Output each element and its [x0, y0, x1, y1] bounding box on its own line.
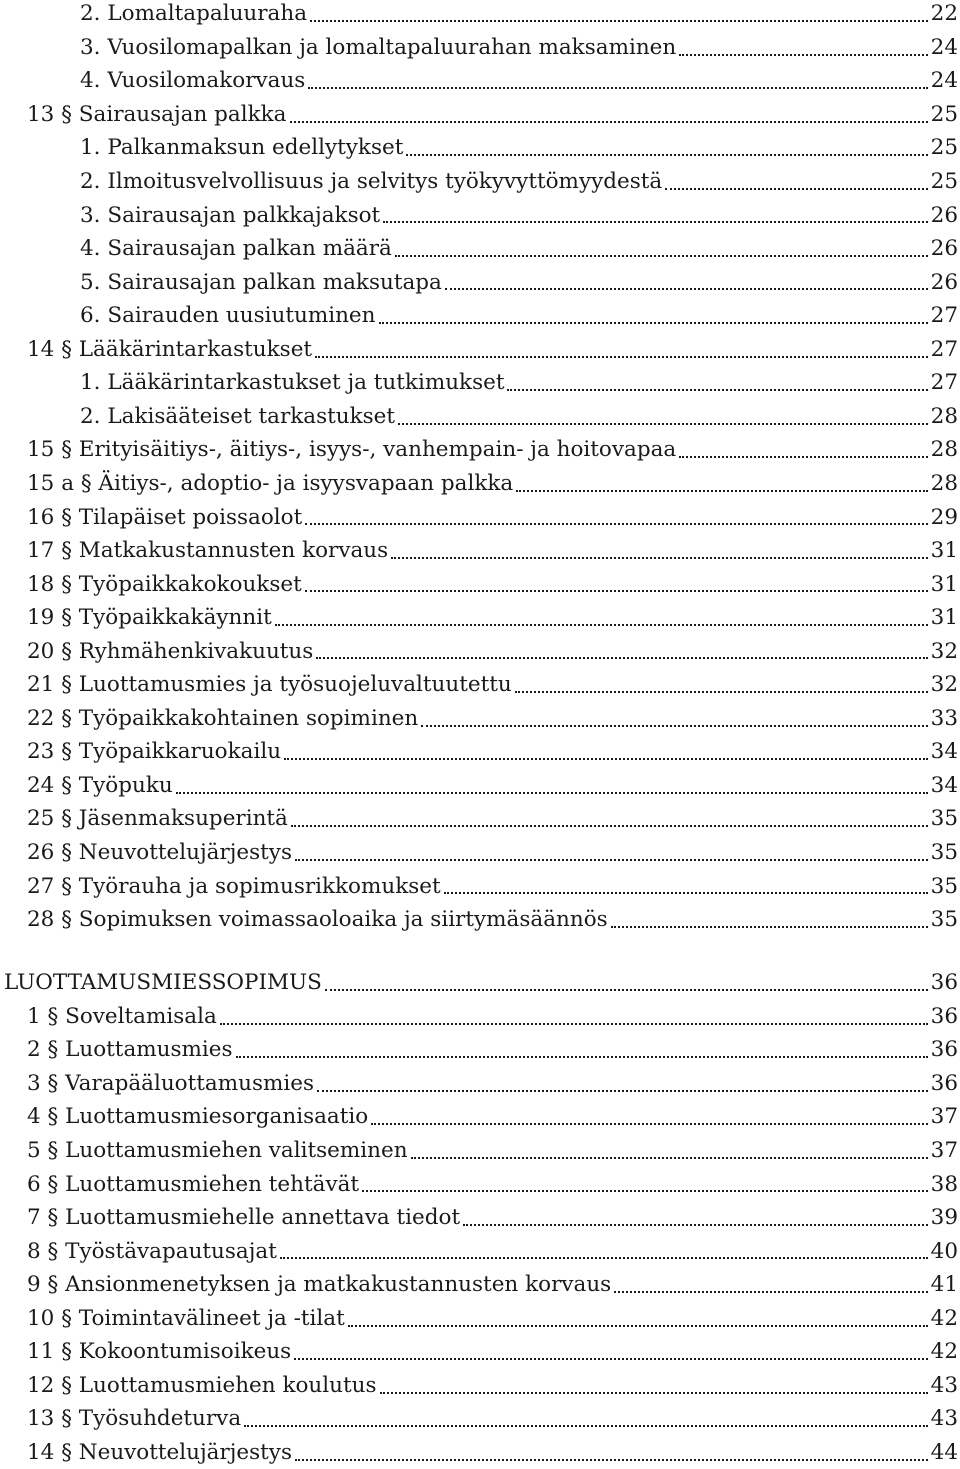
toc-entry[interactable] [27, 1202, 958, 1234]
toc-entry[interactable] [27, 501, 958, 533]
toc-entry[interactable] [27, 602, 958, 634]
toc-entry-title: 9 § Ansionmenetyksen ja matkakustannusten korvaus [27, 1272, 612, 1298]
toc-page-number: 25 [930, 169, 958, 194]
toc-page-number: 36 [930, 1037, 958, 1063]
toc-entry[interactable] [27, 770, 958, 802]
toc-entry[interactable] [80, 300, 958, 332]
toc-entry-title: 26 § Neuvottelujärjestys [27, 840, 292, 865]
toc-entry-title: 4 § Luottamusmiesorganisaatio [27, 1104, 369, 1130]
toc-page-number: 22 [930, 1, 958, 27]
toc-entry[interactable] [27, 535, 958, 567]
toc-page-number: 31 [930, 571, 958, 597]
toc-page-number: 44 [930, 1439, 958, 1465]
toc-page-number: 28 [930, 470, 958, 496]
toc-entry-title: 27 § Työrauha ja sopimusrikkomukset [27, 873, 441, 899]
toc-entry[interactable] [27, 837, 958, 869]
toc-page-number: 34 [930, 772, 958, 798]
toc-entry[interactable] [27, 568, 958, 600]
toc-entry[interactable] [27, 1235, 958, 1267]
toc-entry-title: 18 § Työpaikkakokoukset [27, 571, 302, 597]
toc-page-number: 35 [930, 806, 958, 832]
dot-leader [406, 154, 927, 156]
toc-entry[interactable] [27, 736, 958, 768]
toc-page-number: 24 [930, 34, 958, 60]
toc-entry-title: 8 § Työstävapautusajat [27, 1238, 277, 1264]
toc-entry-title: 3 § Varapääluottamusmies [27, 1070, 315, 1096]
toc-entry-title: 19 § Työpaikkakäynnit [27, 605, 272, 631]
toc-entry-title: 5. Sairausajan palkan maksutapa [80, 269, 442, 295]
dot-leader [275, 624, 928, 626]
toc-entry-title: 10 § Toimintavälineet ja -tilat [27, 1305, 345, 1331]
toc-entry[interactable] [80, 132, 958, 164]
toc-entry-title: LUOTTAMUSMIESSOPIMUS [4, 970, 322, 996]
toc-entry-title: 6 § Luottamusmiehen tehtävät [27, 1171, 360, 1197]
toc-page-number: 35 [930, 873, 958, 899]
toc-page-number: 25 [930, 101, 958, 127]
dot-leader [516, 490, 927, 492]
toc-entry-title: 2. Lomaltapaluuraha [80, 1, 308, 27]
dot-leader [383, 221, 927, 223]
toc-entry-title: 1. Palkanmaksun edellytykset [80, 135, 404, 161]
toc-entry[interactable] [27, 99, 958, 131]
dot-leader [280, 1257, 928, 1259]
toc-entry[interactable] [27, 870, 958, 902]
dot-leader [614, 1291, 927, 1293]
toc-entry-title: 2. Lakisääteiset tarkastukset [80, 403, 396, 429]
toc-page-number: 43 [930, 1406, 958, 1432]
toc-entry[interactable] [27, 1068, 958, 1100]
toc-entry[interactable] [27, 1336, 958, 1368]
toc-page-number: 37 [930, 1138, 958, 1163]
dot-leader [379, 322, 928, 324]
dot-leader [291, 825, 928, 827]
toc-entry-title: 28 § Sopimuksen voimassaoloaika ja siirtymäsäännös [27, 907, 608, 933]
toc-entry-title: 11 § Kokoontumisoikeus [27, 1339, 292, 1365]
dot-leader [348, 1325, 928, 1327]
toc-page-number: 40 [930, 1238, 958, 1264]
toc-entry[interactable] [27, 1269, 958, 1301]
toc-entry[interactable] [27, 1168, 958, 1200]
toc-page-number: 28 [930, 437, 958, 463]
dot-leader [507, 389, 927, 391]
toc-entry[interactable] [27, 1001, 958, 1033]
toc-page-number: 27 [930, 336, 958, 362]
toc-entry-title: 13 § Työsuhdeturva [27, 1406, 242, 1432]
toc-page-number: 29 [930, 504, 958, 530]
toc-page-number: 36 [930, 970, 958, 996]
toc-entry[interactable] [80, 166, 958, 198]
toc-entry-title: 7 § Luottamusmiehelle annettava tiedot [27, 1205, 461, 1231]
toc-page-number: 43 [930, 1372, 958, 1398]
toc-entry[interactable] [27, 635, 958, 667]
toc-entry-title: 14 § Lääkärintarkastukset [27, 336, 313, 362]
toc-page-number: 27 [930, 370, 958, 396]
dot-leader [325, 989, 928, 991]
toc-entry[interactable] [27, 1370, 958, 1402]
toc-page-number: 33 [930, 705, 958, 731]
dot-leader [220, 1023, 928, 1025]
dot-leader [305, 523, 927, 525]
toc-entry[interactable] [80, 199, 958, 231]
toc-entry-title: 4. Vuosilomakorvaus [80, 68, 306, 94]
toc-entry-title: 15 a § Äitiys-, adoptio- ja isyysvapaan palkka [27, 470, 514, 496]
dot-leader [395, 255, 928, 257]
toc-entry[interactable] [27, 1437, 958, 1469]
dot-leader [380, 1392, 928, 1394]
toc-entry[interactable] [80, 266, 958, 298]
toc-entry[interactable] [27, 1403, 958, 1435]
toc-entry[interactable] [80, 32, 958, 64]
toc-entry-title: 20 § Ryhmähenkivakuutus [27, 638, 314, 664]
toc-entry-title: 1 § Soveltamisala [27, 1003, 217, 1029]
toc-page-number: 34 [930, 739, 958, 765]
toc-page-number: 32 [930, 672, 958, 698]
toc-page-number: 42 [930, 1305, 958, 1331]
toc-entry-title: 12 § Luottamusmiehen koulutus [27, 1372, 377, 1398]
toc-page-number: 39 [930, 1205, 958, 1231]
toc-page-number: 35 [930, 907, 958, 933]
dot-leader [315, 356, 928, 358]
toc-entry-title: 13 § Sairausajan palkka [27, 101, 287, 127]
toc-entry[interactable] [27, 669, 958, 701]
toc-entry[interactable] [80, 65, 958, 97]
toc-page-number: 41 [930, 1272, 958, 1298]
dot-leader [176, 792, 928, 794]
dot-leader [463, 1224, 928, 1226]
toc-entry-title: 4. Sairausajan palkan määrä [80, 236, 392, 262]
toc-entry[interactable] [27, 703, 958, 735]
toc-page-number: 28 [930, 403, 958, 429]
toc-entry-title: 25 § Jäsenmaksuperintä [27, 806, 288, 832]
dot-leader [444, 892, 928, 894]
toc-entry-title: 3. Vuosilomapalkan ja lomaltapaluurahan maksaminen [80, 34, 677, 60]
toc-entry[interactable] [27, 803, 958, 835]
toc-entry[interactable] [80, 401, 958, 433]
toc-entry-title: 2 § Luottamusmies [27, 1037, 233, 1063]
toc-page-number: 35 [930, 840, 958, 865]
toc-entry-title: 21 § Luottamusmies ja työsuojeluvaltuutettu [27, 672, 512, 698]
toc-entry-title: 16 § Tilapäiset poissaolot [27, 504, 303, 530]
dot-leader [244, 1425, 927, 1427]
dot-leader [284, 758, 928, 760]
toc-entry-title: 22 § Työpaikkakohtainen sopiminen [27, 705, 419, 731]
toc-page-number: 27 [930, 303, 958, 329]
dot-leader [445, 288, 928, 290]
dot-leader [611, 926, 928, 928]
toc-entry-title: 17 § Matkakustannusten korvaus [27, 538, 389, 564]
toc-entry-title: 23 § Työpaikkaruokailu [27, 739, 282, 765]
toc-entry[interactable] [80, 233, 958, 265]
toc-entry-title: 1. Lääkärintarkastukset ja tutkimukset [80, 370, 505, 396]
toc-entry[interactable] [27, 434, 958, 466]
toc-entry[interactable] [27, 904, 958, 936]
dot-leader [317, 1090, 928, 1092]
dot-leader [362, 1190, 928, 1192]
toc-page-number: 26 [930, 202, 958, 228]
dot-leader [515, 691, 928, 693]
toc-entry-title: 2. Ilmoitusvelvollisuus ja selvitys työkyvyttömyydestä [80, 169, 663, 194]
dot-leader [290, 121, 928, 123]
toc-page-number: 26 [930, 269, 958, 295]
toc-page-number: 31 [930, 538, 958, 564]
dot-leader [679, 456, 927, 458]
toc-page-number: 38 [930, 1171, 958, 1197]
toc-entry[interactable] [27, 1034, 958, 1066]
toc-entry[interactable] [27, 468, 958, 500]
toc-entry-title: 15 § Erityisäitiys-, äitiys-, isyys-, vanhempain- ja hoitovapaa [27, 437, 677, 463]
toc-page-number: 26 [930, 236, 958, 262]
toc-part-heading[interactable] [4, 967, 958, 999]
dot-leader [308, 87, 927, 89]
toc-page-number: 37 [930, 1104, 958, 1130]
toc-entry-title: 3. Sairausajan palkkajaksot [80, 202, 381, 228]
dot-leader [316, 657, 927, 659]
toc-page-number: 31 [930, 605, 958, 631]
toc-entry[interactable] [27, 1303, 958, 1335]
dot-leader [294, 1358, 927, 1360]
toc-page-number: 32 [930, 638, 958, 664]
dot-leader [310, 20, 928, 22]
toc-entry[interactable] [27, 1101, 958, 1133]
toc-entry[interactable] [80, 367, 958, 399]
dot-leader [679, 54, 927, 56]
toc-page-number: 36 [930, 1070, 958, 1096]
dot-leader [411, 1157, 928, 1159]
toc-entry-title: 6. Sairauden uusiutuminen [80, 303, 376, 329]
toc-entry[interactable] [27, 1135, 958, 1167]
toc-entry-title: 5 § Luottamusmiehen valitseminen [27, 1138, 408, 1163]
toc-page-number: 42 [930, 1339, 958, 1365]
toc-entry-title: 24 § Työpuku [27, 772, 173, 798]
dot-leader [391, 557, 927, 559]
dot-leader [295, 859, 928, 861]
toc-entry-title: 14 § Neuvottelujärjestys [27, 1439, 292, 1465]
toc-entry[interactable] [80, 0, 958, 30]
dot-leader [236, 1056, 928, 1058]
dot-leader [305, 590, 928, 592]
toc-page-number: 24 [930, 68, 958, 94]
toc-page-number: 25 [930, 135, 958, 161]
dot-leader [421, 725, 927, 727]
dot-leader [665, 188, 927, 190]
toc-page-number: 36 [930, 1003, 958, 1029]
toc-entry[interactable] [27, 334, 958, 366]
dot-leader [398, 423, 928, 425]
dot-leader [371, 1123, 927, 1125]
dot-leader [295, 1459, 928, 1461]
